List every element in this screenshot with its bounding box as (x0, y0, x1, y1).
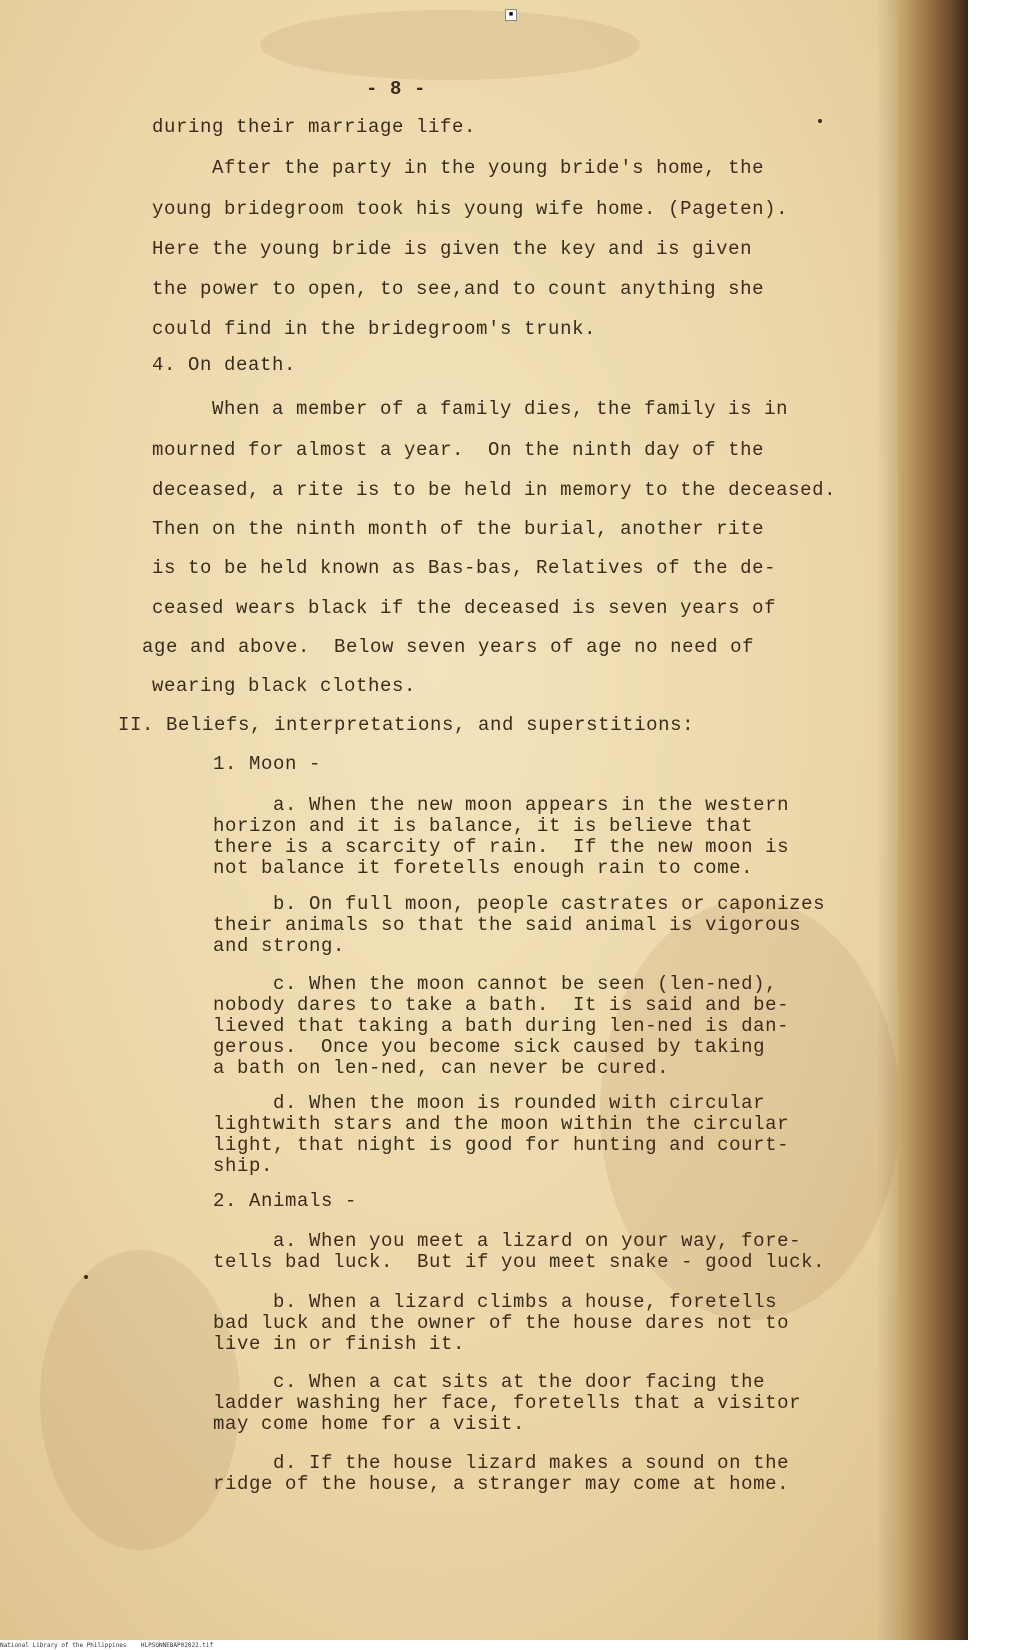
marriage-line: the power to open, to see,and to count anything she (152, 278, 765, 300)
moon-item: d. When the moon is rounded with circular lightwith stars and the moon within the circular light, that night is good for hunting and court- ship. (213, 1092, 790, 1177)
animal-item: d. If the house lizard makes a sound on the ridge of the house, a stranger may come at home. (213, 1452, 790, 1495)
death-line: mourned for almost a year. On the ninth day of the (152, 439, 765, 461)
paper-stain (260, 10, 640, 80)
death-line: When a member of a family dies, the family is in (212, 398, 789, 420)
marriage-line: Here the young bride is given the key and is given (152, 238, 753, 260)
marriage-line: young bridegroom took his young wife home. (Pageten). (152, 198, 789, 220)
death-heading: 4. On death. (152, 354, 297, 376)
moon-item: b. On full moon, people castrates or caponizes their animals so that the said animal is vigorous and strong. (213, 893, 826, 957)
death-line: age and above. Below seven years of age no need of (142, 636, 755, 658)
marriage-line: could find in the bridegroom's trunk. (152, 318, 597, 340)
marriage-line: After the party in the young bride's home, the (212, 157, 765, 179)
paper-stain (40, 1250, 240, 1550)
footer-file: HLPSONNEBAP02022.tif (140, 1642, 214, 1649)
moon-item: c. When the moon cannot be seen (len-ned), nobody dares to take a bath. It is said and be- lieved that taking a bath during len-ned is dan- gerous. Once you become sick caused by taking a bath on len-ned, can never be cured. (213, 973, 790, 1079)
section-heading: II. Beliefs, interpretations, and superstitions: (118, 714, 695, 736)
book-binding (898, 0, 968, 1640)
page-curl-shadow (876, 0, 898, 1640)
scan-footer (0, 1641, 1019, 1650)
page-number: - 8 - (366, 78, 427, 100)
ink-dot (818, 119, 822, 123)
death-line: Then on the ninth month of the burial, another rite (152, 518, 765, 540)
scan-marker-icon: ■ (505, 9, 517, 21)
death-line: deceased, a rite is to be held in memory to the deceased. (152, 479, 837, 501)
animal-item: a. When you meet a lizard on your way, fore- tells bad luck. But if you meet snake - good luck. (213, 1230, 826, 1273)
marriage-line: during their marriage life. (152, 116, 477, 138)
death-line: wearing black clothes. (152, 675, 417, 697)
footer-library: National Library of the Philippines (0, 1642, 127, 1649)
animals-heading: 2. Animals - (213, 1190, 358, 1212)
death-line: is to be held known as Bas-bas, Relatives of the de- (152, 557, 777, 579)
animal-item: b. When a lizard climbs a house, foretells bad luck and the owner of the house dares not to live in or finish it. (213, 1291, 790, 1355)
ink-dot (84, 1275, 88, 1279)
death-line: ceased wears black if the deceased is seven years of (152, 597, 777, 619)
animal-item: c. When a cat sits at the door facing the ladder washing her face, foretells that a visitor may come home for a visit. (213, 1371, 802, 1435)
moon-heading: 1. Moon - (213, 753, 322, 775)
moon-item: a. When the new moon appears in the western horizon and it is balance, it is believe that there is a scarcity of rain. If the new moon is not balance it foretells enough rain to come. (213, 794, 790, 879)
